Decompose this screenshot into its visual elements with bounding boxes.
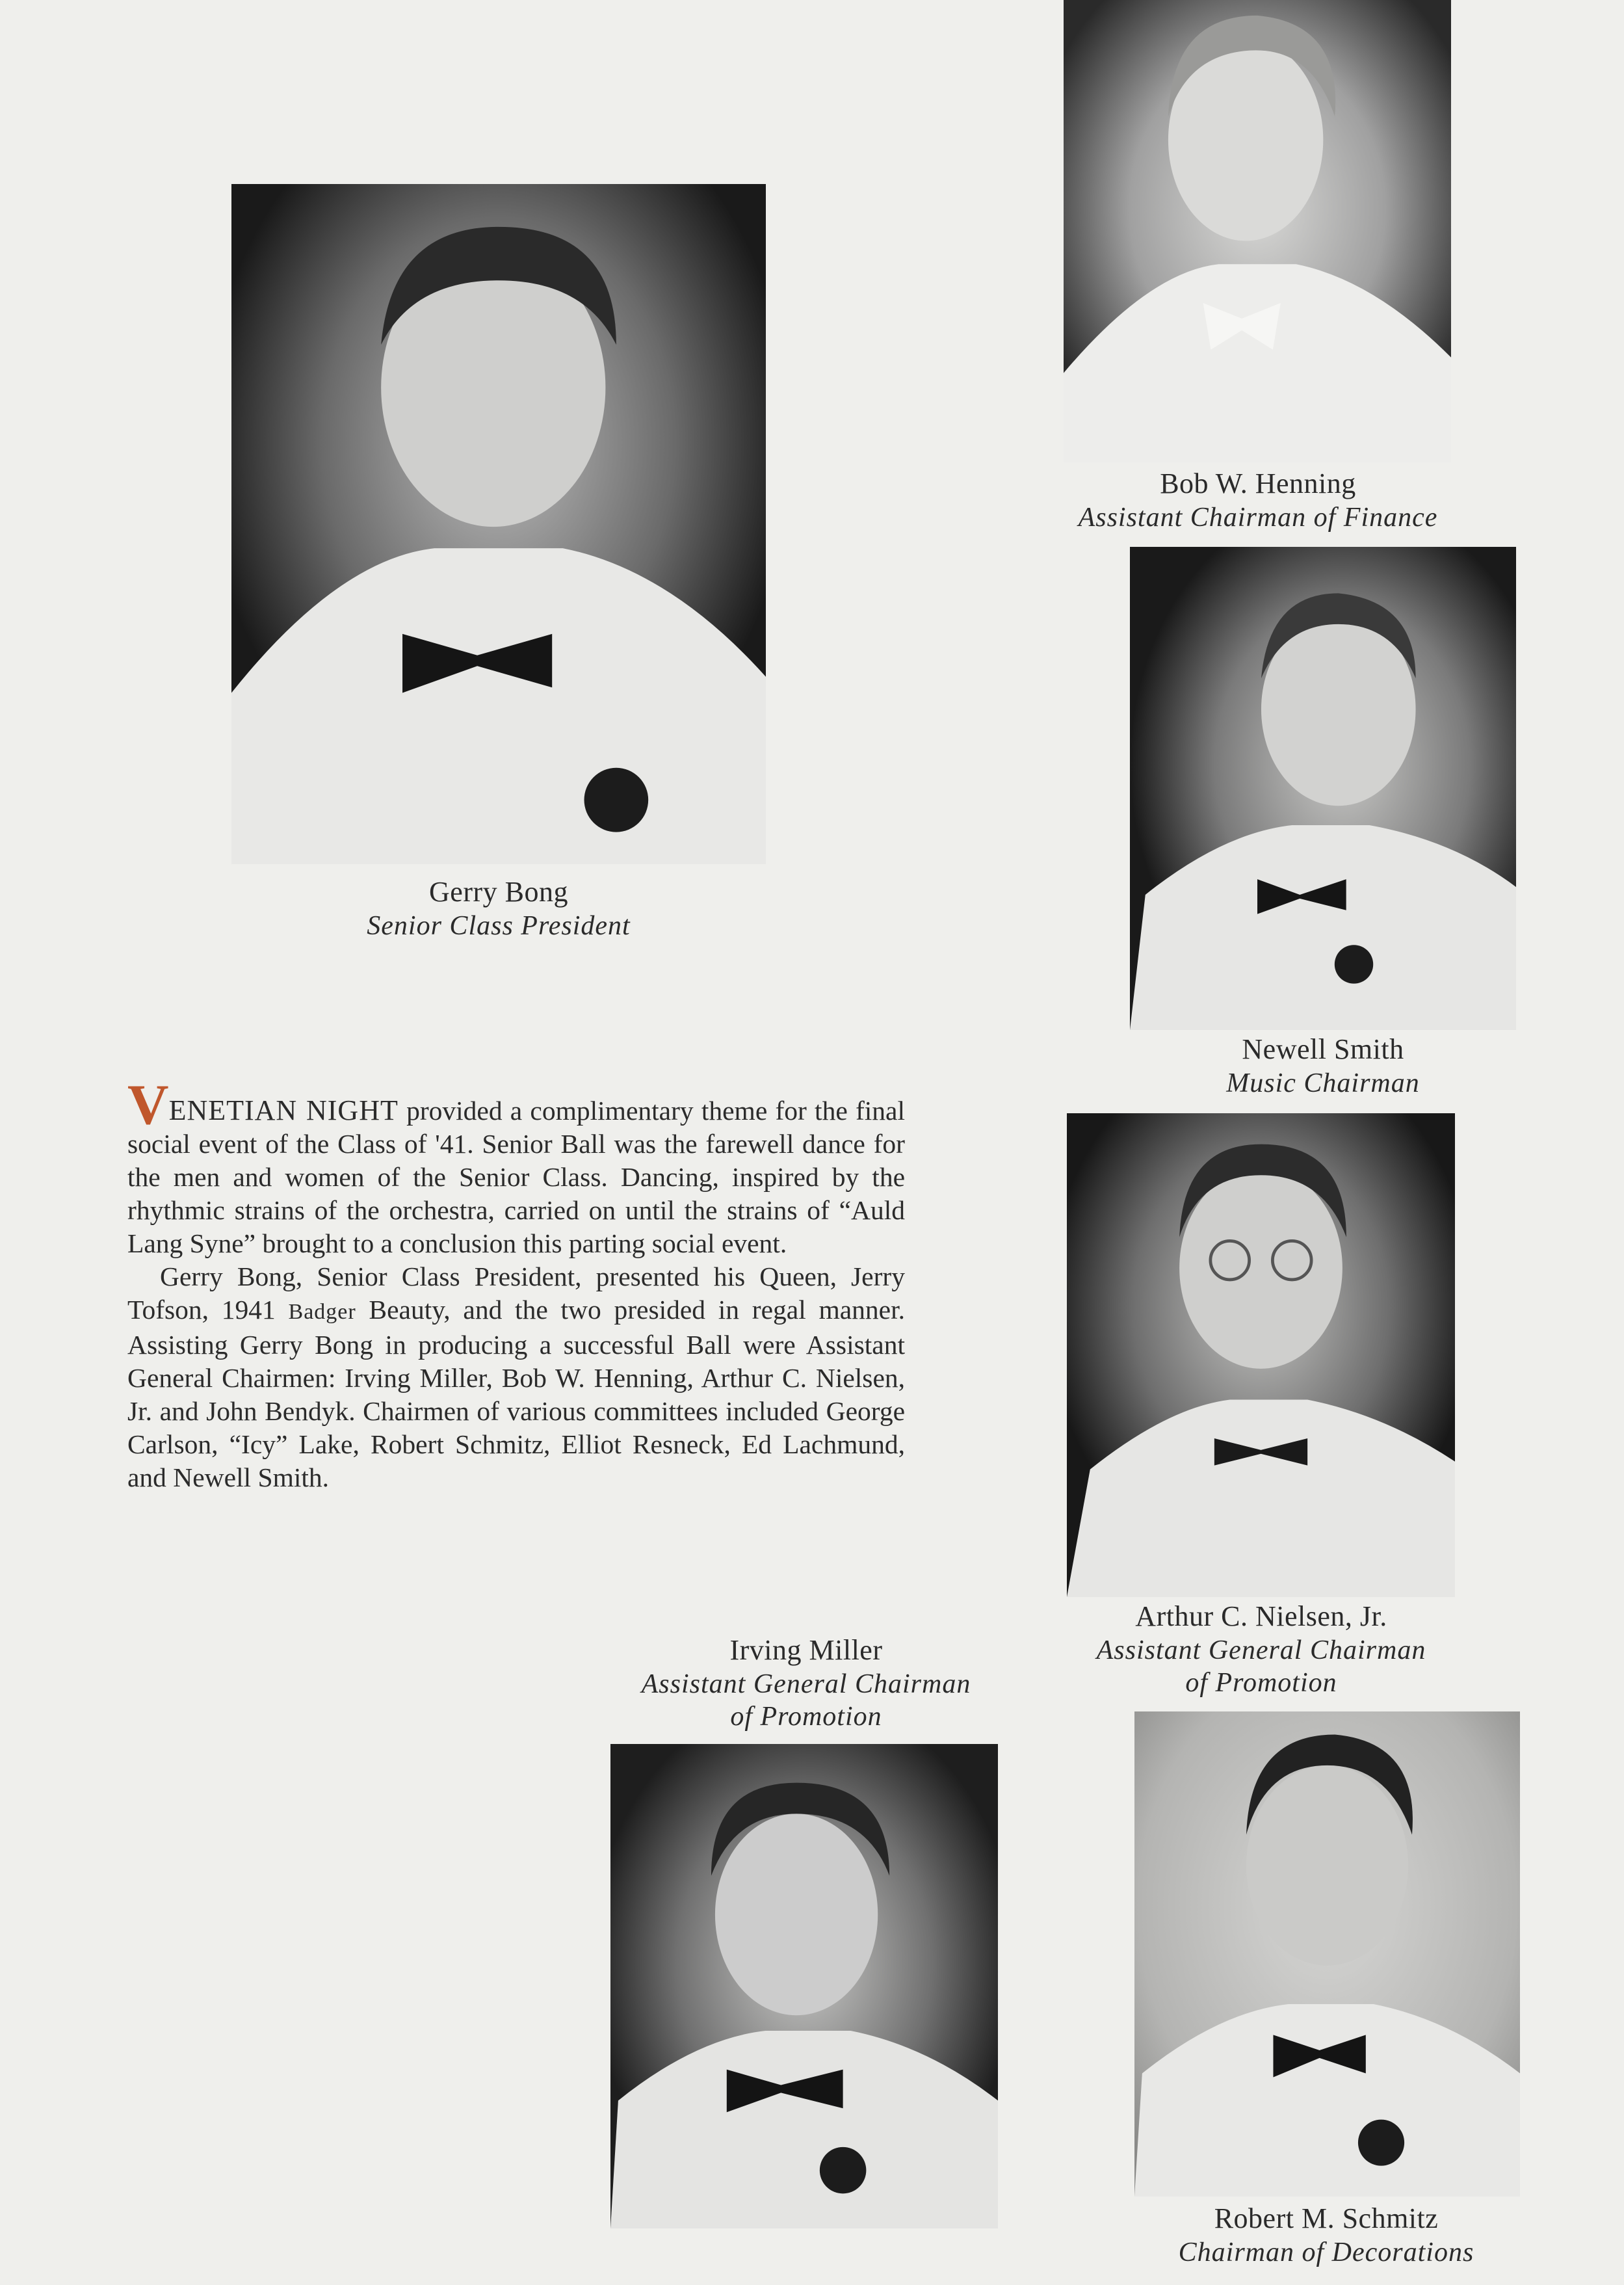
article-p2-text-end: Beauty, and the two presided in regal manner. Assisting Gerry Bong in producing a successful Ball were Assistant General Chairmen: Irving Miller, Bob W. Henning, Arthur C. Nielsen, Jr. and John Bendyk. Chairmen of various committees included George Carlson, “Icy” Lake, Robert Schmitz, Elliot Resneck, Ed Lachmund, and Newell Smith. bbox=[127, 1295, 905, 1492]
portrait-arthur-nielsen bbox=[1067, 1113, 1455, 1597]
portrait-gerry-bong bbox=[231, 184, 766, 864]
article-p1-text: provided a complimentary theme for the final social event of the Class of '41. Senior Ball was the farewell dance for the men and women of the Senior Class. Dancing, inspired by the rhythmic strains of the orchestra, carried on until the strains of “Auld Lang Syne” brought to a conclusion this parting social event. bbox=[127, 1096, 905, 1258]
portrait-irving-miller bbox=[610, 1744, 998, 2228]
portrait-role-continued: of Promotion bbox=[1185, 1668, 1337, 1698]
portrait-newell-smith bbox=[1130, 547, 1516, 1030]
faint-pencil-mark bbox=[657, 40, 995, 52]
drop-cap: V bbox=[127, 1074, 169, 1137]
portrait-role: Senior Class President bbox=[367, 910, 631, 941]
caption-gerry-bong bbox=[231, 875, 766, 942]
article-p2-text-start: Gerry Bong, Senior Class President, presented his Queen, Jerry Tofson, 1941 bbox=[127, 1261, 905, 1325]
portrait-photo-image bbox=[1064, 0, 1451, 462]
portrait-photo-image bbox=[1067, 1113, 1455, 1597]
portrait-name: Irving Miller bbox=[729, 1634, 883, 1666]
portrait-name: Robert M. Schmitz bbox=[1214, 2202, 1439, 2234]
caption-irving-miller bbox=[585, 1633, 1027, 1734]
portrait-name: Bob W. Henning bbox=[1160, 468, 1356, 499]
portrait-photo-image bbox=[1134, 1711, 1520, 2197]
portrait-robert-schmitz bbox=[1134, 1711, 1520, 2197]
portrait-name: Gerry Bong bbox=[429, 876, 568, 908]
article-text bbox=[127, 1074, 905, 1494]
caption-arthur-nielsen bbox=[1040, 1600, 1482, 1700]
portrait-photo-image bbox=[1130, 547, 1516, 1030]
article-lead: ENETIAN NIGHT bbox=[168, 1094, 399, 1126]
caption-robert-schmitz bbox=[1118, 2202, 1534, 2269]
caption-bob-henning bbox=[1014, 467, 1502, 534]
portrait-photo-image bbox=[231, 184, 766, 864]
portrait-name: Arthur C. Nielsen, Jr. bbox=[1135, 1600, 1387, 1632]
portrait-name: Newell Smith bbox=[1242, 1033, 1404, 1065]
article-paragraph-1 bbox=[127, 1074, 905, 1260]
portrait-role: Chairman of Decorations bbox=[1178, 2237, 1474, 2267]
article-paragraph-2 bbox=[127, 1260, 905, 1494]
portrait-role: Assistant General Chairman bbox=[1096, 1635, 1426, 1665]
badger-smallcaps: Badger bbox=[288, 1300, 356, 1324]
caption-newell-smith bbox=[1130, 1033, 1516, 1100]
portrait-role: Assistant Chairman of Finance bbox=[1078, 502, 1438, 533]
portrait-photo-image bbox=[610, 1744, 998, 2228]
portrait-bob-henning bbox=[1064, 0, 1451, 462]
portrait-role-continued: of Promotion bbox=[730, 1702, 882, 1732]
portrait-role: Assistant General Chairman bbox=[641, 1669, 971, 1699]
portrait-role: Music Chairman bbox=[1226, 1068, 1420, 1098]
